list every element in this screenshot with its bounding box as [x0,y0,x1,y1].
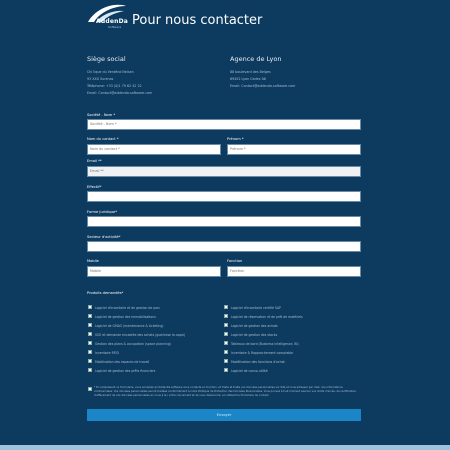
prenom-input[interactable] [227,144,361,155]
office-line: Téléphone: +33 (0)1 79 62 42 22 [87,84,142,88]
product-checkbox[interactable] [88,341,92,345]
secteur-label: Secteur d'activité* [87,235,121,239]
product-label: Logiciel de GMAO (maintenance & ticketing) [95,323,164,328]
product-label: SSO et demande encadrée des achats (guerirose la coppi) [95,332,186,337]
office-title-siege: Siège social [87,55,126,63]
product-checkbox[interactable] [88,332,92,336]
product-label: Modélisation des fonctions d'achat [231,359,285,364]
product-label: Logiciel de gestion des prêts financiers [95,368,156,373]
office-line: 93 XXX Surenas [87,77,114,81]
produits-label: Produits demandés* [87,291,124,295]
consent-text: * En remplissant ce formulaire, vous acceptez qu'AddenDa software vous contacte en fonction, et traite et traite vos données personnelles sur Site et nous adresser par mail, nos informations commerciales. Vos données personnelles seront traitées conformément à notre Politique de Protection des Données Personnelles. Vous pouvez à tout moment exercer vos droits d'accès, de rectification, d'effacement de vos données personnelles en nous à la / votre concernant et de vous désinscrire, en utilisant le formulaire de contact. [94,386,357,398]
product-checkbox[interactable] [88,323,92,327]
product-checkbox[interactable] [224,332,228,336]
email-label: Email ** [87,159,102,163]
nom-input[interactable] [87,144,221,155]
logo-wordmark: AddenDa [96,18,129,25]
office-line: Email: Contact@addenda-software.com [230,84,296,88]
product-label: Logiciel de gestion des stocks [231,332,278,337]
product-checkbox[interactable] [88,314,92,318]
effectif-select[interactable] [87,191,361,202]
product-checkbox[interactable] [224,341,228,345]
product-label: Logiciel de conso-utilité [231,368,268,373]
product-label: Logiciel d'inventaire certifié SAP [231,305,281,310]
forme-label: Forme Juridique* [87,210,118,214]
product-checkbox[interactable] [224,314,228,318]
product-label: Gestion des plans & occupation (space planning) [95,341,171,346]
page-title: Pour nous contacter [132,12,263,28]
product-label: Inventaire RFID [95,350,119,355]
mobile-label: Mobile [87,259,99,263]
product-checkbox[interactable] [88,305,92,309]
societe-label: Société - Nom * [87,113,116,117]
product-label: Logiciel de réservation et de prêt de matériels [231,314,303,319]
product-label: Mobilisation des espaces de travail [95,359,150,364]
product-label: Logiciel de gestion des immobilisations [95,314,156,319]
product-label: Logiciel d'inventaire et de gestion de parc [95,305,161,310]
nom-label: Nom du contact * [87,137,119,141]
product-checkbox[interactable] [224,323,228,327]
office-line: Chi Ilque du Ventérol Nelsen [87,70,134,74]
submit-button[interactable]: Envoyer [87,409,361,421]
product-checkbox[interactable] [88,368,92,372]
office-line: Email: Contact@addenda-software.com [87,91,153,95]
forme-select[interactable] [87,216,361,227]
product-checkbox[interactable] [88,359,92,363]
mobile-input[interactable] [87,266,221,277]
effectif-label: Effectif* [87,185,102,189]
consent-checkbox[interactable] [88,387,92,391]
prenom-label: Prénom * [227,137,244,141]
fonction-label: Fonction [227,259,243,263]
email-input[interactable] [87,166,361,177]
product-checkbox[interactable] [224,368,228,372]
secteur-select[interactable] [87,241,361,252]
product-label: Logiciel de gestion des achats [231,323,278,328]
product-checkbox[interactable] [224,305,228,309]
societe-input[interactable] [87,119,361,130]
product-checkbox[interactable] [88,350,92,354]
office-title-lyon: Agence de Lyon [230,55,282,63]
office-line: 88 boulevard des Belges [230,70,271,74]
logo-subtitle: Software [108,25,122,29]
office-line: 69452 Lyon Cedex 06 [230,77,266,81]
footer-bar [0,445,450,450]
product-checkbox[interactable] [224,350,228,354]
product-label: Tableaux de bord (Business Intelligence, BI) [231,341,299,346]
fonction-input[interactable] [227,266,361,277]
product-label: Inventaire & Rapprochement comptable [231,350,294,355]
product-checkbox[interactable] [224,359,228,363]
